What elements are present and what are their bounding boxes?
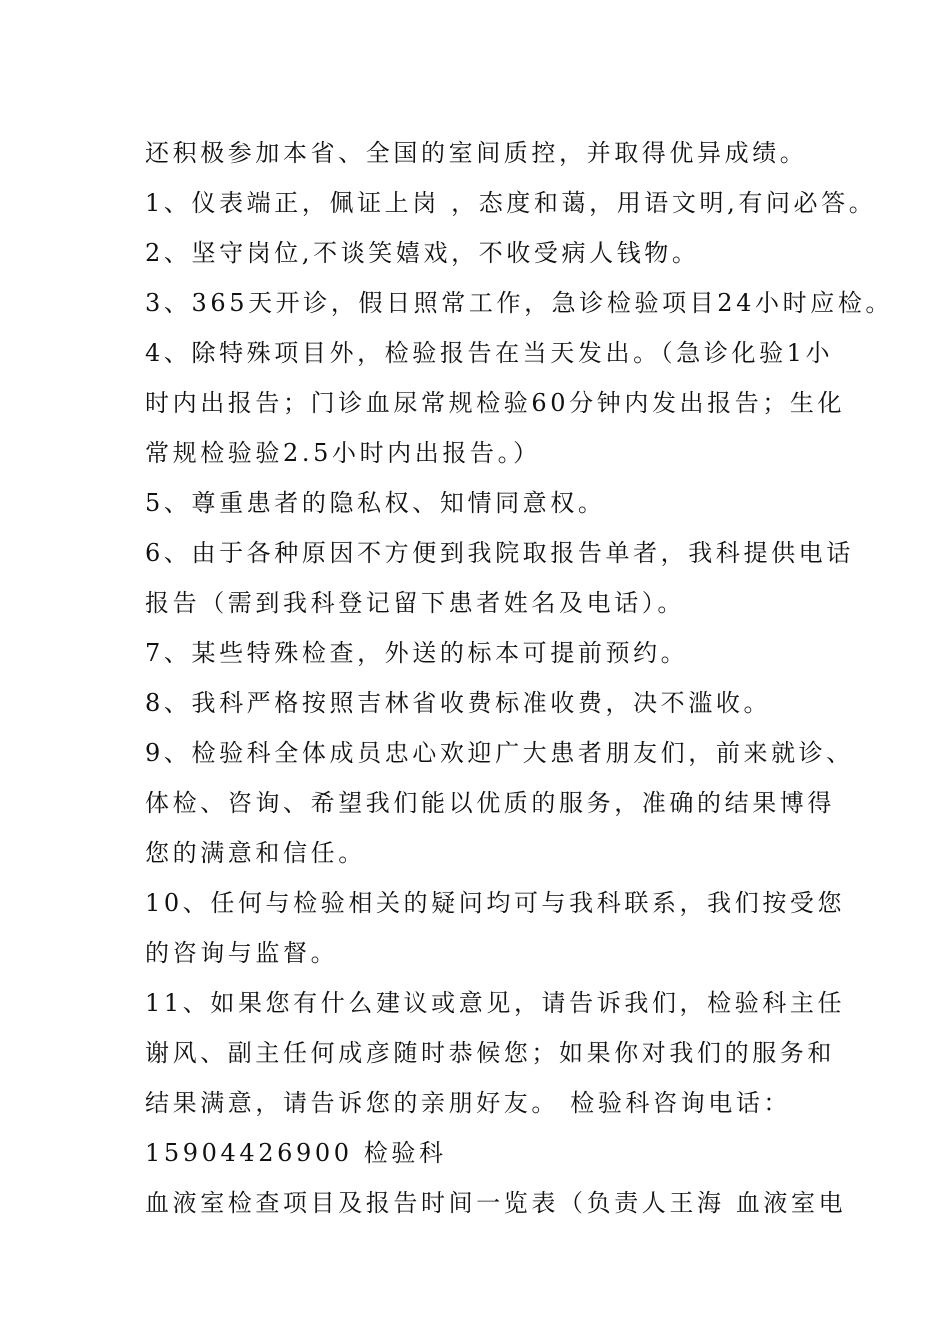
text-line: 谢风、副主任何成彦随时恭候您；如果你对我们的服务和 xyxy=(145,1039,835,1067)
text-line: 时内出报告；门诊血尿常规检验60分钟内发出报告；生化 xyxy=(145,389,846,417)
text-line: 常规检验验2.5小时内出报告。） xyxy=(145,439,541,467)
text-line: 的咨询与监督。 xyxy=(145,939,339,967)
text-line: 您的满意和信任。 xyxy=(145,839,366,867)
text-line: 还积极参加本省、全国的室间质控，并取得优异成绩。 xyxy=(145,139,808,167)
text-line: 9、检验科全体成员忠心欢迎广大患者朋友们，前来就诊、 xyxy=(145,739,854,767)
text-line: 2、坚守岗位,不谈笑嬉戏，不收受病人钱物。 xyxy=(145,239,700,267)
text-line: 血液室检查项目及报告时间一览表（负责人王海 血液室电 xyxy=(145,1189,847,1217)
text-line: 1、仪表端正，佩证上岗 ，态度和蔼，用语文明,有问必答。 xyxy=(145,189,877,217)
text-line: 7、某些特殊检查，外送的标本可提前预约。 xyxy=(145,639,689,667)
text-line: 15904426900 检验科 xyxy=(145,1139,447,1167)
text-line: 体检、咨询、希望我们能以优质的服务，准确的结果博得 xyxy=(145,789,835,817)
text-line: 4、除特殊项目外，检验报告在当天发出。（急诊化验1小 xyxy=(145,339,834,367)
text-line: 报告（需到我科登记留下患者姓名及电话）。 xyxy=(145,589,685,617)
text-line: 6、由于各种原因不方便到我院取报告单者，我科提供电话 xyxy=(145,539,854,567)
text-line: 5、尊重患者的隐私权、知情同意权。 xyxy=(145,489,606,517)
text-line: 结果满意，请告诉您的亲朋好友。 检验科咨询电话： xyxy=(145,1089,792,1117)
text-line: 11、如果您有什么建议或意见，请告诉我们，检验科主任 xyxy=(145,989,846,1017)
text-line: 10、任何与检验相关的疑问均可与我科联系，我们按受您 xyxy=(145,889,846,917)
text-line: 3、365天开诊，假日照常工作，急诊检验项目24小时应检。 xyxy=(145,289,894,317)
text-line: 8、我科严格按照吉林省收费标准收费，决不滥收。 xyxy=(145,689,772,717)
